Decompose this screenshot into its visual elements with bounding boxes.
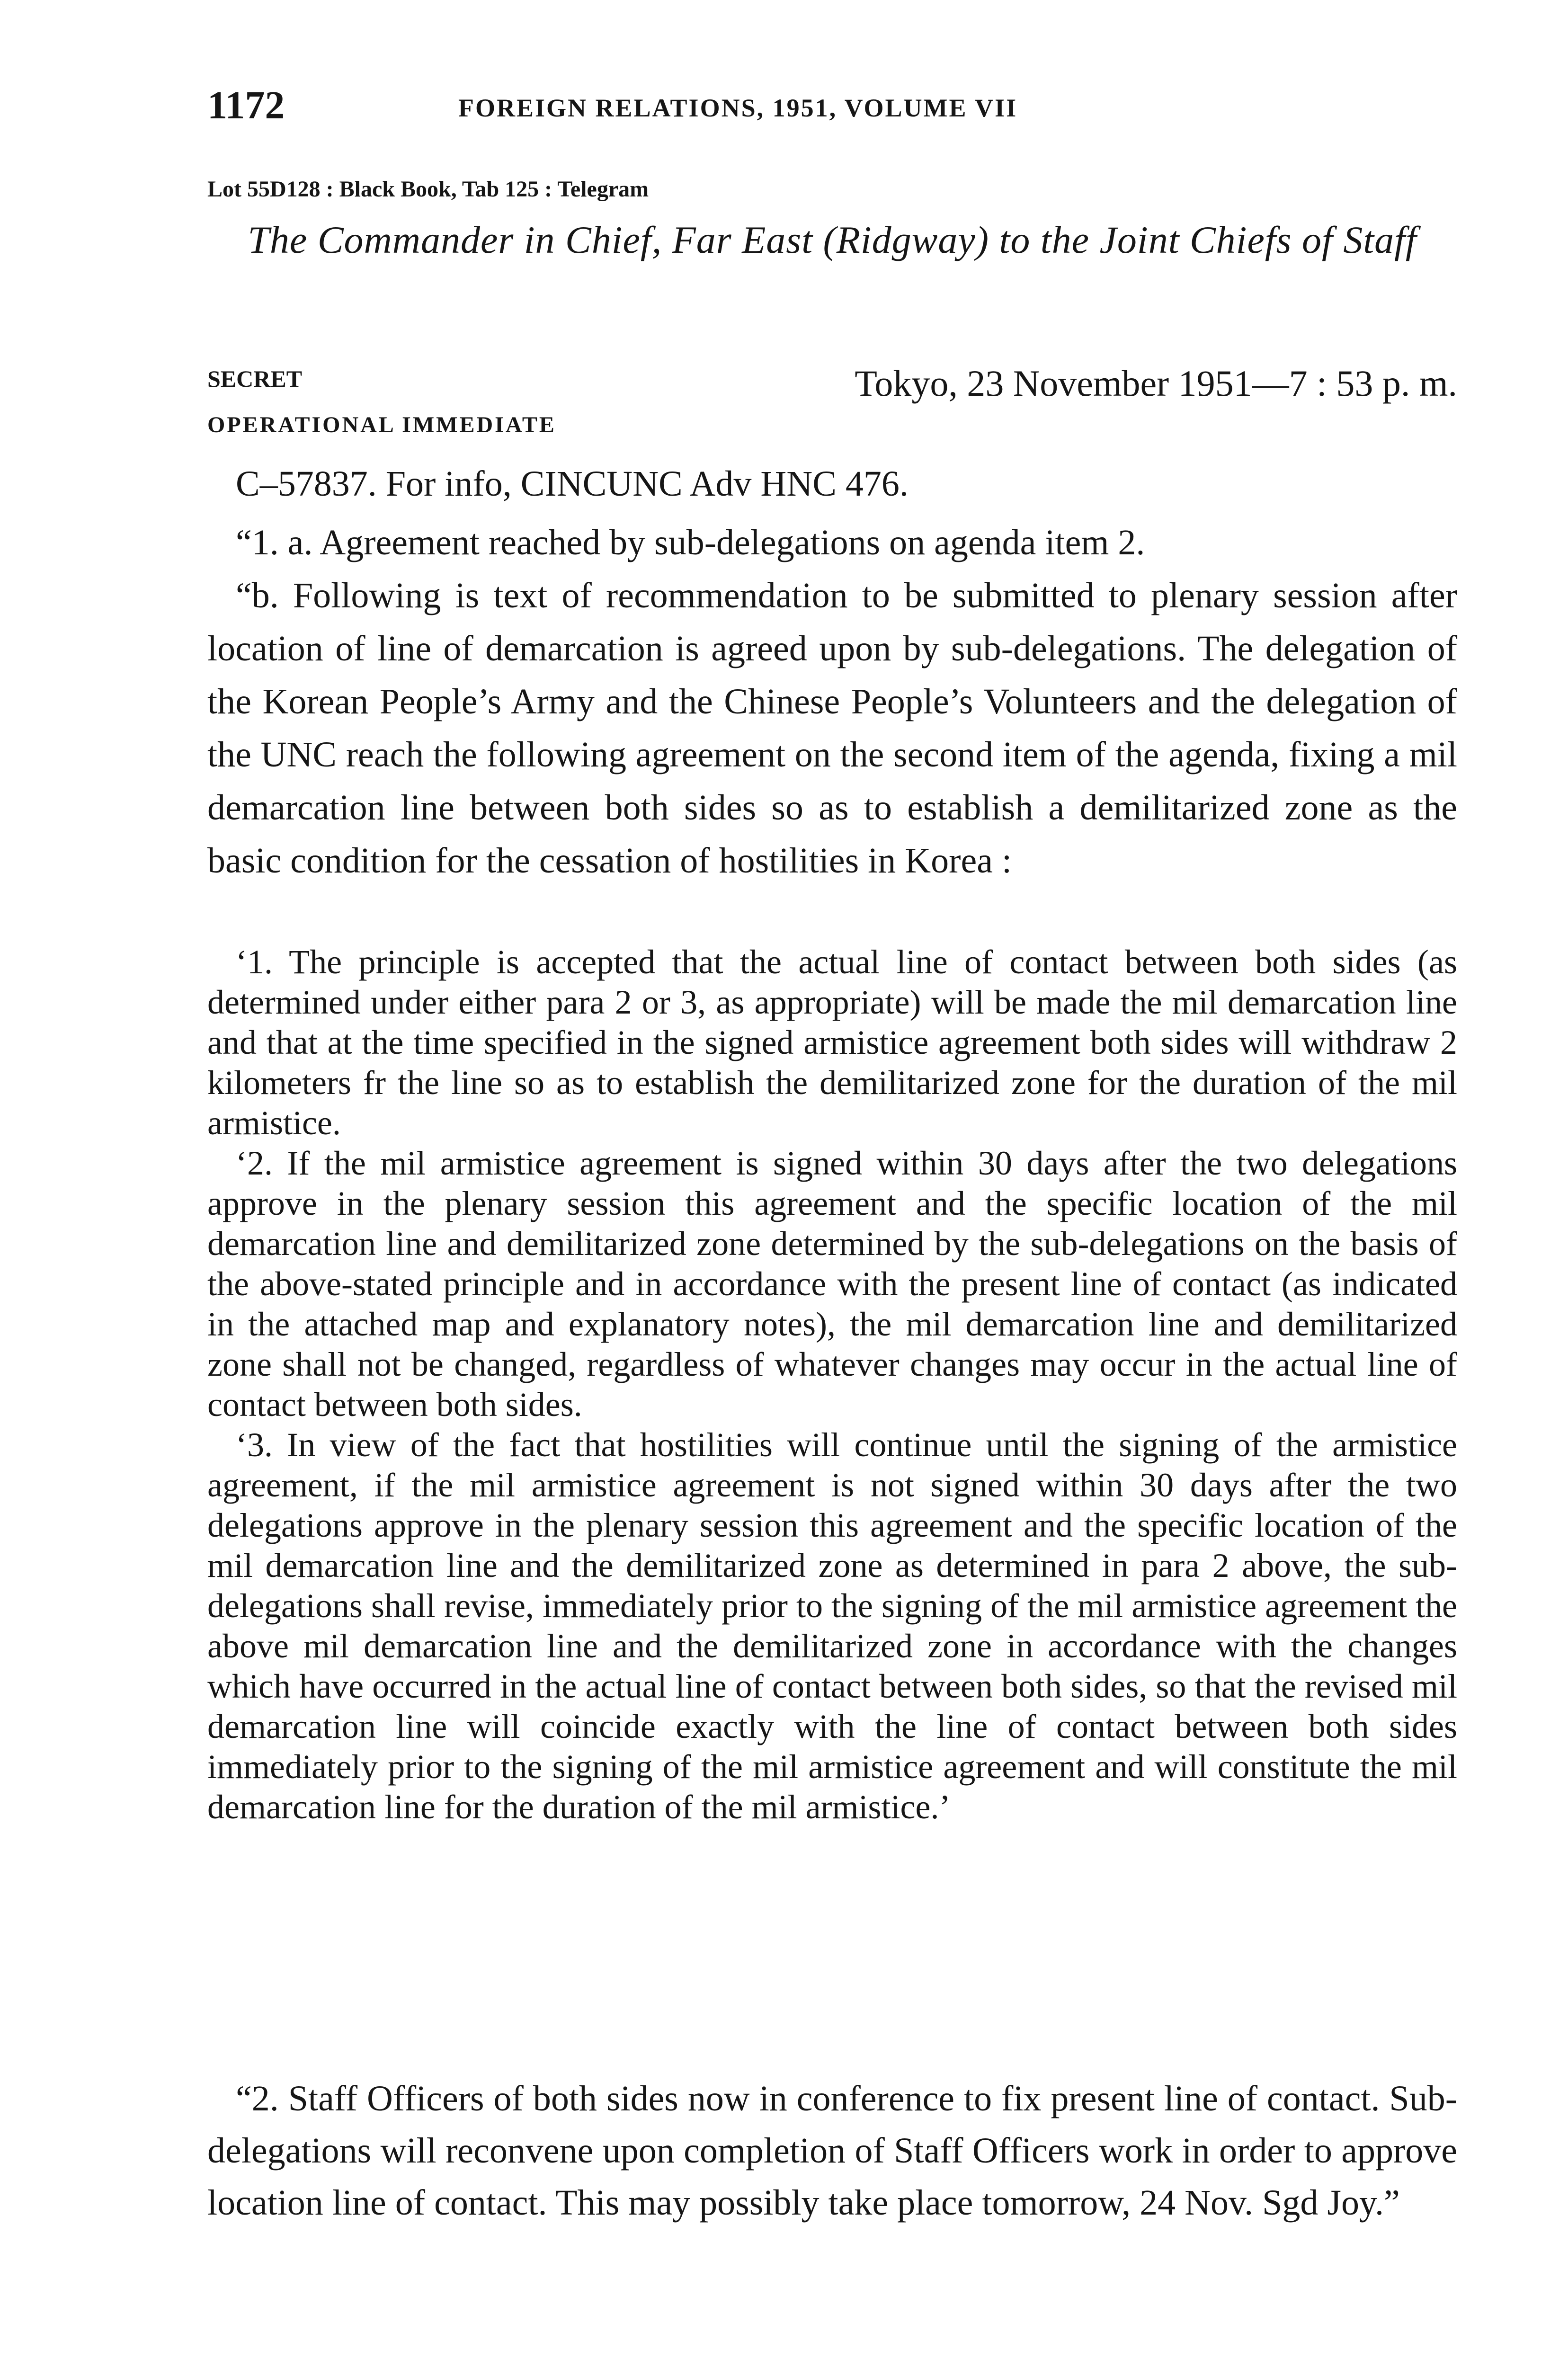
paragraph-1a: “1. a. Agreement reached by sub-delegations on agenda item 2. xyxy=(236,523,1145,562)
quoted-paragraph-2: ‘2. If the mil armistice agreement is signed within 30 days after the two delegations approve in the plenary session this agreement and the specific location of the mil demarcation line and demilitarized zone determined by the sub-delegations on the basis of the above-stated principle and in accordance with the present line of contact (as indicated in the attached map and explanatory notes), the mil demarcation line and demilitarized zone shall not be changed, regardless of whatever changes may occur in the actual line of contact between both sides. xyxy=(207,1144,1457,1424)
source-note: Lot 55D128 : Black Book, Tab 125 : Telegram xyxy=(207,177,649,202)
classification-label: SECRET xyxy=(207,365,303,392)
paragraph-1b: “b. Following is text of recommendation to be submitted to plenary session after location of line of demarcation is agreed upon by sub-delegations. The delegation of the Korean People’s Army and the Chinese People’s Volunteers and the delegation of the UNC reach the following agreement on the second item of the agenda, fixing a mil demarcation line between both sides so as to establish a demilitarized zone as the basic condition for the cessation of hostilities in Korea : xyxy=(207,576,1457,881)
precedence-label: OPERATIONAL IMMEDIATE xyxy=(207,412,556,437)
quoted-paragraph-1: ‘1. The principle is accepted that the actual line of contact between both sides (as determined under either para 2 or 3, as appropriate) will be made the mil demarcation line and that at the time specified in the signed armistice agreement both sides will withdraw 2 kilometers fr the line so as to establish the demilitarized zone for the duration of the mil armistice. xyxy=(207,943,1457,1142)
quoted-agreement xyxy=(207,942,1457,1827)
journal-title: FOREIGN RELATIONS, 1951, VOLUME VII xyxy=(458,94,1018,122)
document-title: The Commander in Chief, Far East (Ridgway) to the Joint Chiefs of Staff xyxy=(248,218,1417,261)
dateline: Tokyo, 23 November 1951—7 : 53 p. m. xyxy=(855,363,1457,404)
reference-line: C–57837. For info, CINCUNC Adv HNC 476. xyxy=(236,464,909,504)
quoted-paragraph-3: ‘3. In view of the fact that hostilities will continue until the signing of the armistice agreement, if the mil armistice agreement is not signed within 30 days after the two delegations approve in the plenary session this agreement and the specific location of the mil demarcation line and the demilitarized zone as determined in para 2 above, the sub-delegations shall revise, immediately prior to the signing of the mil armistice agreement the above mil demarcation line and the demilitarized zone in accordance with the changes which have occurred in the actual line of contact between both sides, so that the revised mil demarcation line will coincide exactly with the line of contact between both sides immediately prior to the signing of the mil armistice agreement and will constitute the mil demarcation line for the duration of the mil armistice.’ xyxy=(207,1426,1457,1826)
page-number: 1172 xyxy=(207,83,285,127)
closing-paragraph: “2. Staff Officers of both sides now in conference to fix present line of contact. Sub-delegations will reconvene upon completion of Staff Officers work in order to approve location line of contact. This may possibly take place tomorrow, 24 Nov. Sgd Joy.” xyxy=(207,2079,1457,2223)
running-head xyxy=(207,80,1457,132)
intro-paragraphs xyxy=(207,516,1457,887)
